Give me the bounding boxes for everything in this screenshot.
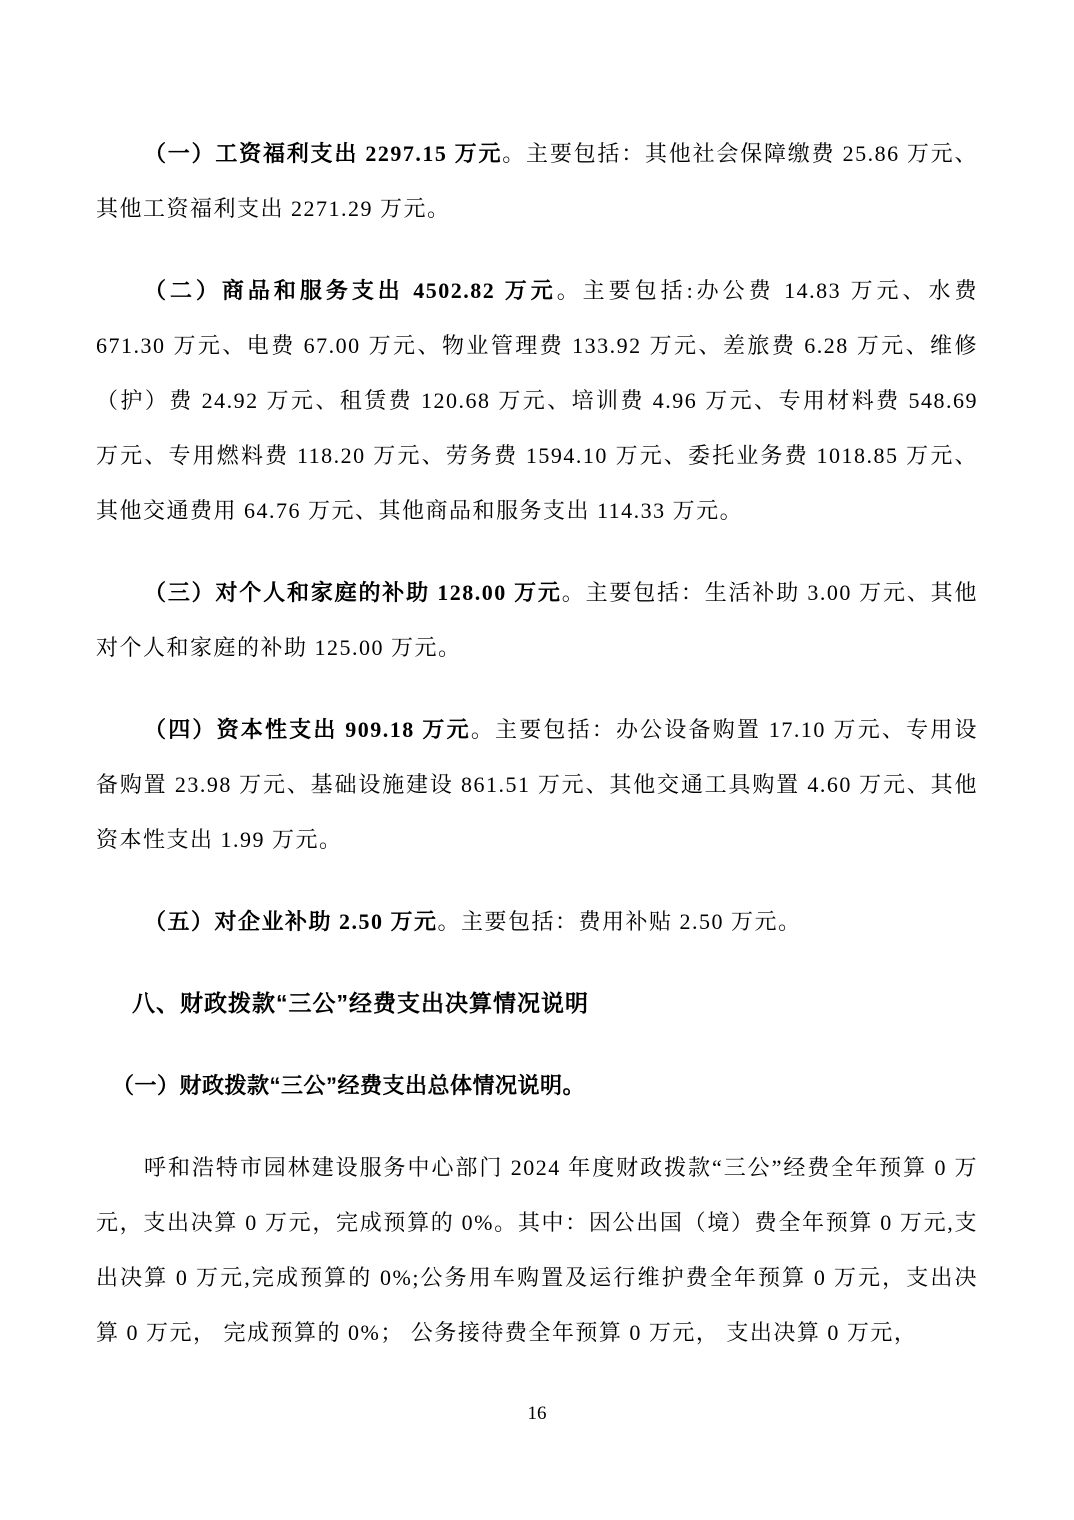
expense-detail-2: 。主要包括:办公费 14.83 万元、水费 671.30 万元、电费 67.00 万元、物业管理费 133.92 万元、差旅费 6.28 万元、维修（护）费 24.92 万元、租赁费 120.68 万元、培训费 4.96 万元、专用材料费 548.69 万元、专用燃料费 118.20 万元、劳务费 1594.10 万元、委托业务费 1018.85 万元、其他交通费用 64.76 万元、其他商品和服务支出 114.33 万元。	[96, 278, 978, 523]
expense-detail-3: 。主要包括：生活补助 3.00 万元、其他对个人和家庭的补助 125.00 万元。	[96, 580, 978, 660]
expense-paragraph-1	[96, 126, 978, 236]
expense-paragraph-2	[96, 263, 978, 538]
summary-paragraph: 呼和浩特市园林建设服务中心部门 2024 年度财政拨款“三公”经费全年预算 0 万元，支出决算 0 万元，完成预算的 0%。其中：因公出国（境）费全年预算 0 万元,支出决算 0 万元,完成预算的 0%;公务用车购置及运行维护费全年预算 0 万元，支出决算 0 万元， 完成预算的 0%； 公务接待费全年预算 0 万元， 支出决算 0 万元，	[96, 1155, 978, 1345]
expense-paragraph-5	[96, 894, 978, 949]
expense-detail-1: 。主要包括：其他社会保障缴费 25.86 万元、其他工资福利支出 2271.29 万元。	[96, 141, 978, 221]
expense-lead-2: （二）商品和服务支出 4502.82 万元	[144, 278, 557, 303]
expense-lead-3: （三）对个人和家庭的补助 128.00 万元	[144, 580, 562, 605]
sub-section-heading: （一）财政拨款“三公”经费支出总体情况说明。	[112, 1073, 586, 1098]
expense-paragraph-4	[96, 702, 978, 867]
page-number: 16	[527, 1403, 547, 1424]
expense-lead-1: （一）工资福利支出 2297.15 万元	[144, 141, 503, 166]
expense-paragraph-3	[96, 565, 978, 675]
expense-detail-4: 。主要包括：办公设备购置 17.10 万元、专用设备购置 23.98 万元、基础设施建设 861.51 万元、其他交通工具购置 4.60 万元、其他资本性支出 1.99 万元。	[96, 717, 978, 852]
expense-detail-5: 。主要包括：费用补贴 2.50 万元。	[437, 909, 802, 934]
section-heading: 八、财政拨款“三公”经费支出决算情况说明	[132, 990, 589, 1016]
expense-lead-5: （五）对企业补助 2.50 万元	[144, 909, 438, 934]
expense-lead-4: （四）资本性支出 909.18 万元	[144, 717, 471, 742]
